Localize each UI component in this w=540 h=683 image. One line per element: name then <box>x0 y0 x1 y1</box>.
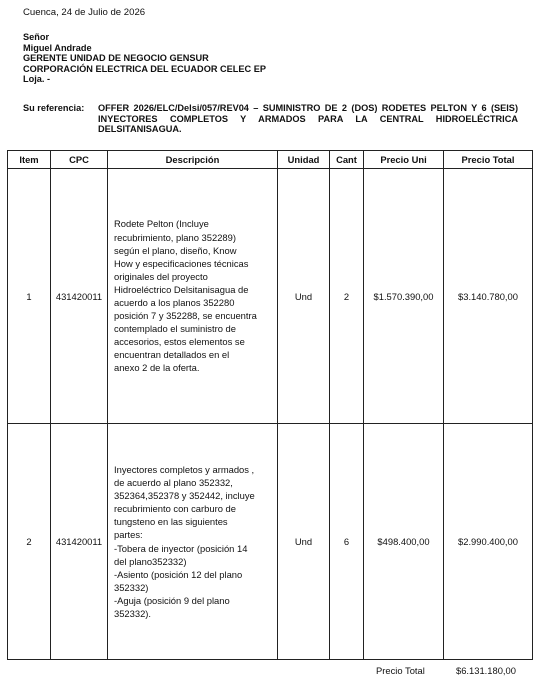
description-line: posición 7 y 352288, se encuentra <box>114 310 257 322</box>
cell-unit-price: $1.570.390,00 <box>364 169 444 424</box>
grand-total-label: Precio Total <box>376 665 425 676</box>
description-line: recubrimiento con carburo de <box>114 503 236 515</box>
addressee-city: Loja. - <box>23 74 51 85</box>
table-header-row <box>8 151 533 169</box>
description-line: encuentran detallados en el <box>114 349 230 361</box>
description-line: -Aguja (posición 9 del plano <box>114 594 230 606</box>
cell-qty: 6 <box>330 424 364 660</box>
description-line: de acuerdo al plano 352332, <box>114 477 233 489</box>
cell-description <box>108 424 278 660</box>
header-cpc: CPC <box>51 151 108 169</box>
header-unit-price: Precio Uni <box>364 151 444 169</box>
addressee-block <box>23 32 266 85</box>
description-line: -Asiento (posición 12 del plano <box>114 568 243 580</box>
description-line: contemplado el suministro de <box>114 323 236 335</box>
reference-block <box>23 103 518 135</box>
addressee-name: Miguel Andrade <box>23 42 92 53</box>
description-line: anexo 2 de la oferta. <box>114 362 200 374</box>
description-line: acuerdo a los planos 352280 <box>114 297 235 308</box>
addressee-position: GERENTE UNIDAD DE NEGOCIO GENSUR <box>23 53 209 64</box>
letter-date: Cuenca, 24 de Julio de 2026 <box>23 7 146 18</box>
addressee-salutation: Señor <box>23 32 50 42</box>
description-line: tungsteno en las siguientes <box>114 516 228 528</box>
cell-description <box>108 169 278 424</box>
description-line: Inyectores completos y armados , <box>114 463 255 475</box>
reference-label: Su referencia: <box>23 103 85 113</box>
cell-qty: 2 <box>330 169 364 424</box>
cell-cpc: 431420011 <box>51 169 108 424</box>
description-line: según el plano, diseño, Know <box>114 244 237 256</box>
header-description: Descripción <box>108 151 278 169</box>
header-item: Item <box>8 151 51 169</box>
cell-cpc: 431420011 <box>51 424 108 660</box>
description-line: recubrimiento, plano 352289) <box>114 231 236 243</box>
addressee-company: CORPORACIÓN ELECTRICA DEL ECUADOR CELEC EP <box>23 63 266 74</box>
cell-unit: Und <box>278 169 330 424</box>
header-total-price: Precio Total <box>444 151 533 169</box>
description-line: originales del proyecto <box>114 270 208 282</box>
description-line: Rodete Pelton (Incluye <box>114 218 209 230</box>
cell-unit: Und <box>278 424 330 660</box>
cell-total-price: $3.140.780,00 <box>444 169 533 424</box>
cell-item: 1 <box>8 169 51 424</box>
items-table <box>7 150 533 660</box>
header-unit: Unidad <box>278 151 330 169</box>
reference-text: OFFER 2026/ELC/Delsi/057/REV04 – SUMINISTRO DE 2 (DOS) RODETES PELTON Y 6 (SEIS) INYECTORES COMPLETOS Y ARMADOS PARA LA CENTRAL HIDROELÉCTRICA DELSITANISAGUA. <box>98 103 518 135</box>
cell-total-price: $2.990.400,00 <box>444 424 533 660</box>
description-line: 352364,352378 y 352442, incluye <box>114 490 255 502</box>
description-line: 352332) <box>114 581 149 593</box>
description-line: How y especificaciones técnicas <box>114 257 249 269</box>
cell-unit-price: $498.400,00 <box>364 424 444 660</box>
description-line: Hidroeléctrico Delsitanisagua de <box>114 283 249 295</box>
description-line: accesorios, estos elementos se <box>114 336 245 348</box>
description-line: -Tobera de inyector (posición 14 <box>114 542 248 554</box>
description-line: del plano352332) <box>114 555 187 567</box>
description-line: partes: <box>114 529 143 541</box>
table-row <box>8 169 533 424</box>
header-qty: Cant <box>330 151 364 169</box>
description-line: 352332). <box>114 607 152 619</box>
cell-item: 2 <box>8 424 51 660</box>
table-row <box>8 424 533 660</box>
grand-total-value: $6.131.180,00 <box>456 665 516 676</box>
